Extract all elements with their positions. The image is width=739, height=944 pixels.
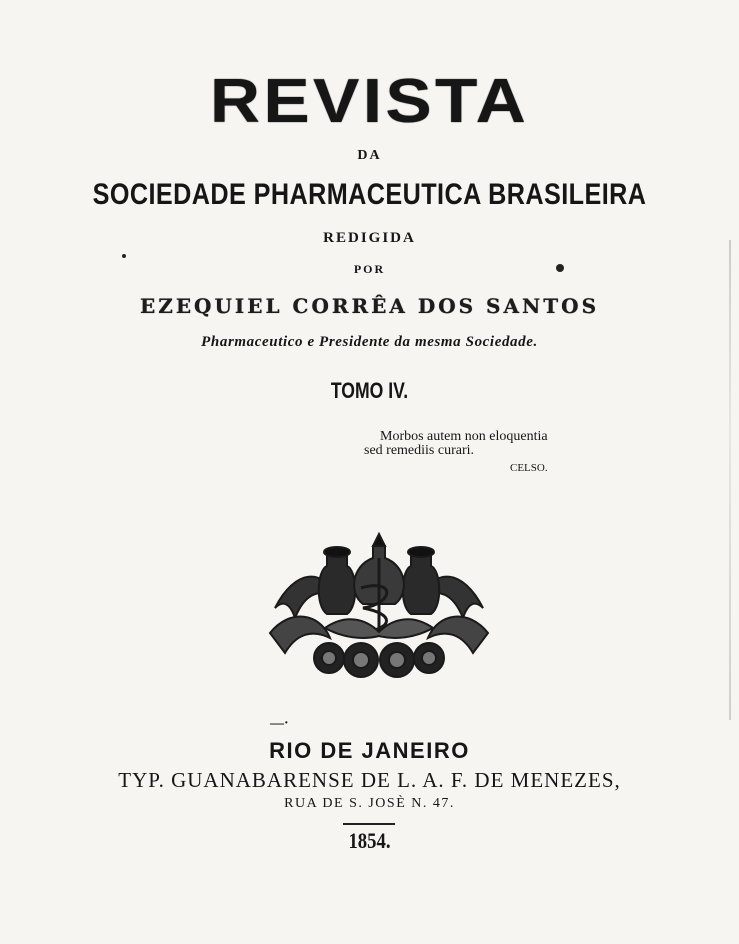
epigraph-line-2: sed remediis curari. — [364, 443, 475, 458]
society-name: SOCIEDADE PHARMACEUTICA BRASILEIRA — [92, 178, 647, 211]
imprint-printer: TYP. GUANABARENSE DE L. A. F. DE MENEZES, — [118, 768, 621, 792]
author-name: EZEQUIEL CORRÊA DOS SANTOS — [139, 294, 600, 318]
imprint-address: RUA DE S. JOSÈ N. 47. — [284, 796, 455, 811]
volume-number: TOMO IV. — [330, 378, 409, 403]
year-rule — [343, 823, 395, 825]
edited-label: REDIGIDA — [323, 230, 416, 246]
by-label: POR — [353, 262, 386, 276]
ink-speck — [556, 264, 564, 272]
journal-title: REVISTA — [209, 67, 530, 136]
epigraph-line-1: Morbos autem non eloquentia — [380, 429, 548, 444]
author-role: Pharmaceutico e Presidente da mesma Sociedade. — [201, 334, 538, 350]
epigraph-attribution: CELSO. — [509, 462, 548, 474]
ornamental-dash: —· — [270, 716, 289, 731]
imprint-year: 1854. — [348, 828, 391, 853]
pharmacy-ornament-icon — [265, 528, 493, 688]
title-connector: DA — [357, 148, 382, 163]
imprint-city: RIO DE JANEIRO — [269, 738, 470, 763]
ink-speck — [122, 254, 126, 258]
epigraph — [364, 430, 548, 475]
